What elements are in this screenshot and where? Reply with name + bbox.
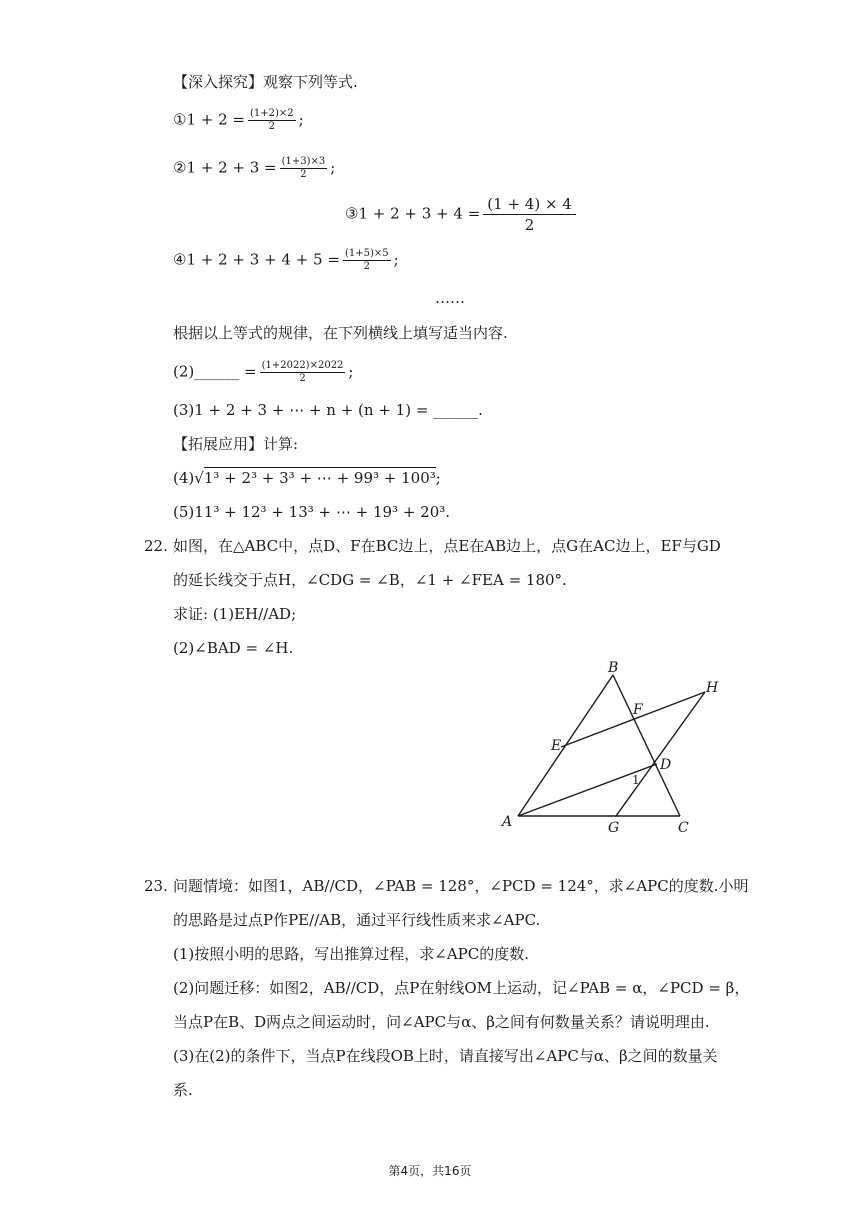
eq2-numerator: (1+3)×3 bbox=[281, 156, 326, 167]
segment-BC bbox=[613, 675, 680, 816]
question-2 bbox=[173, 360, 353, 385]
equation-1 bbox=[173, 108, 304, 133]
label-C: C bbox=[678, 820, 689, 836]
problem-22-line-1: 如图，在△ABC中，点D、F在BC边上，点E在AB边上，点G在AC边上，EF与GD bbox=[173, 537, 721, 555]
label-D: D bbox=[660, 757, 672, 773]
q2-denominator: 2 bbox=[299, 373, 306, 384]
eq1-fraction bbox=[248, 108, 296, 133]
question-5: (5)11³ + 12³ + 13³ + ⋯ + 19³ + 20³. bbox=[173, 503, 451, 521]
eq3-mark: ③ bbox=[345, 204, 359, 223]
label-G: G bbox=[608, 820, 620, 836]
eq1-tail: ; bbox=[298, 110, 304, 129]
eq4-mark: ④ bbox=[173, 250, 187, 269]
explore-title: 【深入探究】观察下列等式. bbox=[173, 73, 358, 91]
label-B: B bbox=[608, 660, 619, 676]
q4-radicand: 1³ + 2³ + 3³ + ⋯ + 99³ + 100³ bbox=[203, 469, 436, 487]
problem-23-line-3: (1)按照小明的思路，写出推算过程，求∠APC的度数. bbox=[173, 945, 529, 963]
problem-23-line-1: 问题情境：如图1，AB//CD，∠PAB = 128°，∠PCD = 124°，求∠APC的度数.小明 bbox=[173, 877, 749, 895]
problem-23-line-5: 当点P在B、D两点之间运动时，问∠APC与α、β之间有何数量关系？请说明理由. bbox=[173, 1013, 710, 1031]
equation-3 bbox=[345, 194, 579, 235]
problem-22-number: 22. bbox=[144, 537, 168, 555]
problem-23-line-6: (3)在(2)的条件下，当点P在线段OB上时，请直接写出∠APC与α、β之间的数量关 bbox=[173, 1047, 718, 1065]
eq2-mark: ② bbox=[173, 158, 187, 177]
q2-tail: ; bbox=[348, 362, 354, 381]
label-H: H bbox=[706, 680, 719, 696]
q2-numerator: (1+2022)×2022 bbox=[261, 360, 344, 371]
eq1-numerator: (1+2)×2 bbox=[249, 108, 294, 119]
question-4 bbox=[173, 468, 441, 488]
eq4-lhs: 1 + 2 + 3 + 4 + 5 = bbox=[186, 250, 340, 269]
eq2-tail: ; bbox=[330, 158, 336, 177]
instruction: 根据以上等式的规律，在下列横线上填写适当内容. bbox=[173, 324, 508, 342]
eq2-fraction bbox=[280, 156, 328, 181]
ellipsis: …… bbox=[435, 289, 465, 307]
equation-2 bbox=[173, 156, 335, 181]
sqrt-icon: √ bbox=[194, 469, 204, 487]
eq3-numerator: (1 + 4) × 4 bbox=[483, 194, 576, 215]
problem-23-line-7: 系. bbox=[173, 1081, 193, 1099]
eq3-lhs: 1 + 2 + 3 + 4 = bbox=[358, 204, 481, 223]
page-footer: 第4页，共16页 bbox=[388, 1164, 472, 1178]
eq2-denominator: 2 bbox=[300, 169, 307, 180]
eq4-denominator: 2 bbox=[363, 261, 370, 272]
segment-AD bbox=[518, 764, 657, 816]
eq4-fraction bbox=[343, 248, 391, 273]
q4-tail: ; bbox=[435, 469, 441, 487]
label-F: F bbox=[633, 702, 643, 718]
q2-fraction bbox=[260, 360, 346, 385]
problem-22-line-3: 求证: (1)EH//AD; bbox=[173, 605, 297, 623]
eq1-mark: ① bbox=[173, 110, 187, 129]
q4-prefix: (4) bbox=[173, 469, 195, 487]
label-angle-1: 1 bbox=[632, 773, 640, 787]
eq4-tail: ; bbox=[393, 250, 399, 269]
equation-4 bbox=[173, 248, 399, 273]
eq3-denominator: 2 bbox=[524, 216, 535, 234]
eq3-fraction bbox=[483, 194, 576, 235]
problem-22-line-4: (2)∠BAD = ∠H. bbox=[173, 639, 294, 657]
q2-prefix: (2)______ = bbox=[173, 362, 257, 381]
eq1-lhs: 1 + 2 = bbox=[186, 110, 245, 129]
label-E: E bbox=[551, 738, 562, 754]
problem-23-line-2: 的思路是过点P作PE//AB，通过平行线性质来求∠APC. bbox=[173, 911, 541, 929]
problem-22-line-2: 的延长线交于点H，∠CDG = ∠B，∠1 + ∠FEA = 180°. bbox=[173, 571, 567, 589]
problem-23-number: 23. bbox=[144, 877, 168, 895]
question-3: (3)1 + 2 + 3 + ⋯ + n + (n + 1) = ______. bbox=[173, 401, 483, 419]
problem-23-line-4: (2)问题迁移：如图2，AB//CD，点P在射线OM上运动，记∠PAB = α，∠PCD = β， bbox=[173, 979, 750, 997]
eq1-denominator: 2 bbox=[268, 121, 275, 132]
eq4-numerator: (1+5)×5 bbox=[344, 248, 389, 259]
label-A: A bbox=[502, 814, 513, 830]
eq2-lhs: 1 + 2 + 3 = bbox=[186, 158, 277, 177]
apply-title: 【拓展应用】计算: bbox=[173, 435, 299, 453]
geometry-figure-22 bbox=[495, 660, 735, 845]
